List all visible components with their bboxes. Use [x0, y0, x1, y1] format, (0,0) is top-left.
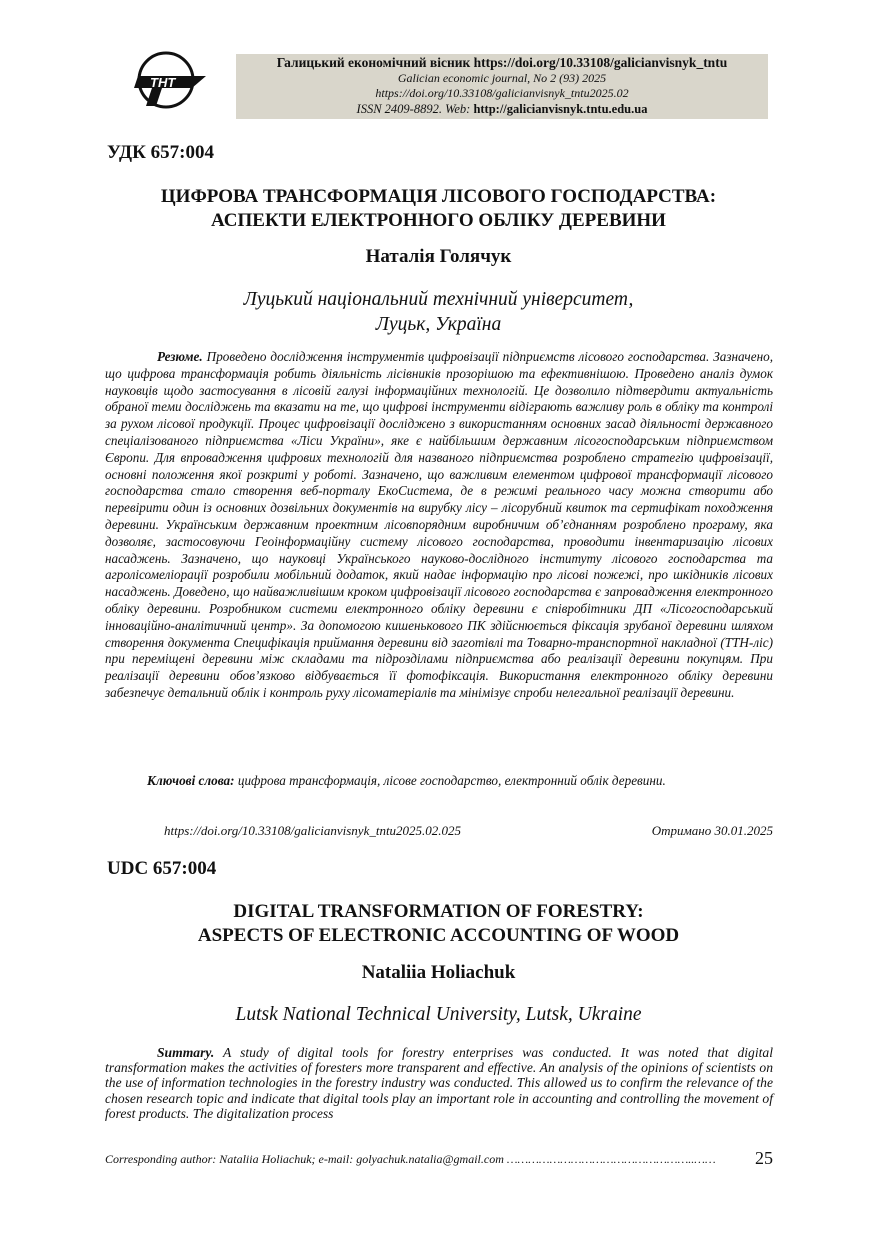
summary-text: A study of digital tools for forestry enterprises was conducted. It was noted that digital transformation makes the activities of foresters more transparent and effective. An analysis of the opinions of scientists on the use of information technologies in the forestry industry was conducted. This allowed us to confirm the relevance of the chosen research topic and indicate that digital tools play an important role in accounting and controlling the movement of forest products. The digitalization process: [105, 1045, 773, 1121]
logo-text: ТНТ: [150, 75, 176, 90]
title-line: ASPECTS OF ELECTRONIC ACCOUNTING OF WOOD: [197, 925, 680, 946]
affiliation-eng: Lutsk National Technical University, Lutsk, Ukraine: [235, 1004, 642, 1025]
keywords-text: цифрова трансформація, лісове господарство, електронний облік деревини.: [237, 773, 666, 788]
keywords-label: Ключові слова:: [147, 773, 235, 788]
author-name-eng: Nataliia Holiachuk: [361, 962, 516, 983]
page-number: 25: [755, 1148, 773, 1168]
keywords-ukr: [105, 773, 773, 790]
journal-title-line: Галицький економічний вісник https://doi.org/10.33108/galicianvisnyk_tntu: [276, 55, 728, 70]
journal-web-link[interactable]: http://galicianvisnyk.tntu.edu.ua: [473, 102, 648, 116]
journal-issue-line: Galician economic journal, No 2 (93) 2025: [397, 71, 607, 85]
journal-logo: [132, 48, 212, 112]
journal-header-banner: [236, 54, 768, 119]
corresponding-author: Corresponding author: Nataliia Holiachuk; e-mail: golyachuk.natalia@gmail.com ……………………………………………..……: [105, 1152, 716, 1166]
journal-issn-line: [236, 101, 768, 117]
author-name-ukr: Наталія Голячук: [365, 246, 512, 267]
article-doi-link[interactable]: https://doi.org/10.33108/galicianvisnyk_tntu2025.02.025: [164, 823, 462, 838]
abstract-label: Резюме.: [157, 349, 203, 364]
page-footer: [105, 1148, 773, 1168]
paper-title-ukr: [0, 185, 877, 233]
affiliation-line: Луцьк, Україна: [375, 314, 502, 335]
title-line: ЦИФРОВА ТРАНСФОРМАЦІЯ ЛІСОВОГО ГОСПОДАРСТВА:: [160, 186, 717, 207]
summary-eng: [105, 1045, 773, 1121]
udc-code-ukr: УДК 657:004: [107, 142, 214, 163]
abstract-text: Проведено дослідження інструментів цифровізації підприємств лісового господарства. Зазначено, що цифрова трансформація робить діяльність лісівників прозорішою та ефективнішою. Проведено аналіз думок науковців щодо застосування в лісовій галузі інформаційних технологій. Це дозволило підтвердити актуальність обраної теми досліджень та вказати на те, що цифрові інструменти відіграють важливу роль в обліку та контролі за рухом лісової продукції. Процес цифровізації досліджено з використанням основних засад діяльності державного спеціалізованого підприємства «Ліси України», яке є найбільшим державним лісогосподарським підприємством Європи. Для впровадження цифрових технологій для названого підприємства розроблено стратегію цифровізації, основні положення якої розкриті у роботі. Зазначено, що важливим елементом цифрової трансформації лісового господарства стало створення веб-порталу ЕкоСистема, де в режимі реального часу можна створити або перевірити один із основних дозвільних документів на вирубку лісу – лісорубний квиток та сертифікат походження деревини. Українським державним проектним лісовпорядним виробничим об’єднанням розроблено програму, яка дозволяє, застосовуючи Геоінформаційну систему лісового господарства, проводити інвентаризацію лісових насаджень. Зазначено, що науковці Українського науково-дослідного інституту лісового господарства та агролісомеліорації розробили мобільний додаток, який надає інформацію про лісові пожежі, про шкідників лісових насаджень. Доведено, що найважливішим кроком цифровізації лісового господарства є запровадження електронного обліку деревини. Розробником системи електронного обліку деревини є співробітники ДП «Лісогосподарський інноваційно-аналітичний центр». За допомогою кишенькового ПК здійснюється фіксація зрубаної деревини шляхом створення документа Специфікація приймання деревини від заготівлі та Товарно-транспортної накладної (ТТН-ліс) при переміщені деревини між складами та підрозділами підприємства або реалізації деревини покупцям. При реалізації деревини обов’язково відбувається її фотофіксація. Використання електронного обліку деревини забезпечує детальний облік і контроль руху лісоматеріалів та мінімізує спроби нелегальної реалізації деревини.: [105, 349, 774, 700]
journal-doi-line: https://doi.org/10.33108/galicianvisnyk_tntu2025.02: [375, 86, 629, 100]
affiliation-ukr: [0, 287, 877, 337]
udc-code-eng: UDC 657:004: [107, 858, 217, 879]
title-line: АСПЕКТИ ЕЛЕКТРОННОГО ОБЛІКУ ДЕРЕВИНИ: [211, 210, 666, 231]
paper-title-eng: [0, 900, 877, 948]
article-doi-row: [164, 823, 773, 839]
summary-label: Summary.: [157, 1045, 215, 1060]
abstract-ukr: [105, 349, 773, 702]
affiliation-line: Луцький національний технічний університет,: [243, 289, 634, 310]
received-date: Отримано 30.01.2025: [651, 823, 773, 838]
title-line: DIGITAL TRANSFORMATION OF FORESTRY:: [233, 901, 644, 922]
issn-text: ISSN 2409-8892. Web:: [356, 102, 471, 116]
